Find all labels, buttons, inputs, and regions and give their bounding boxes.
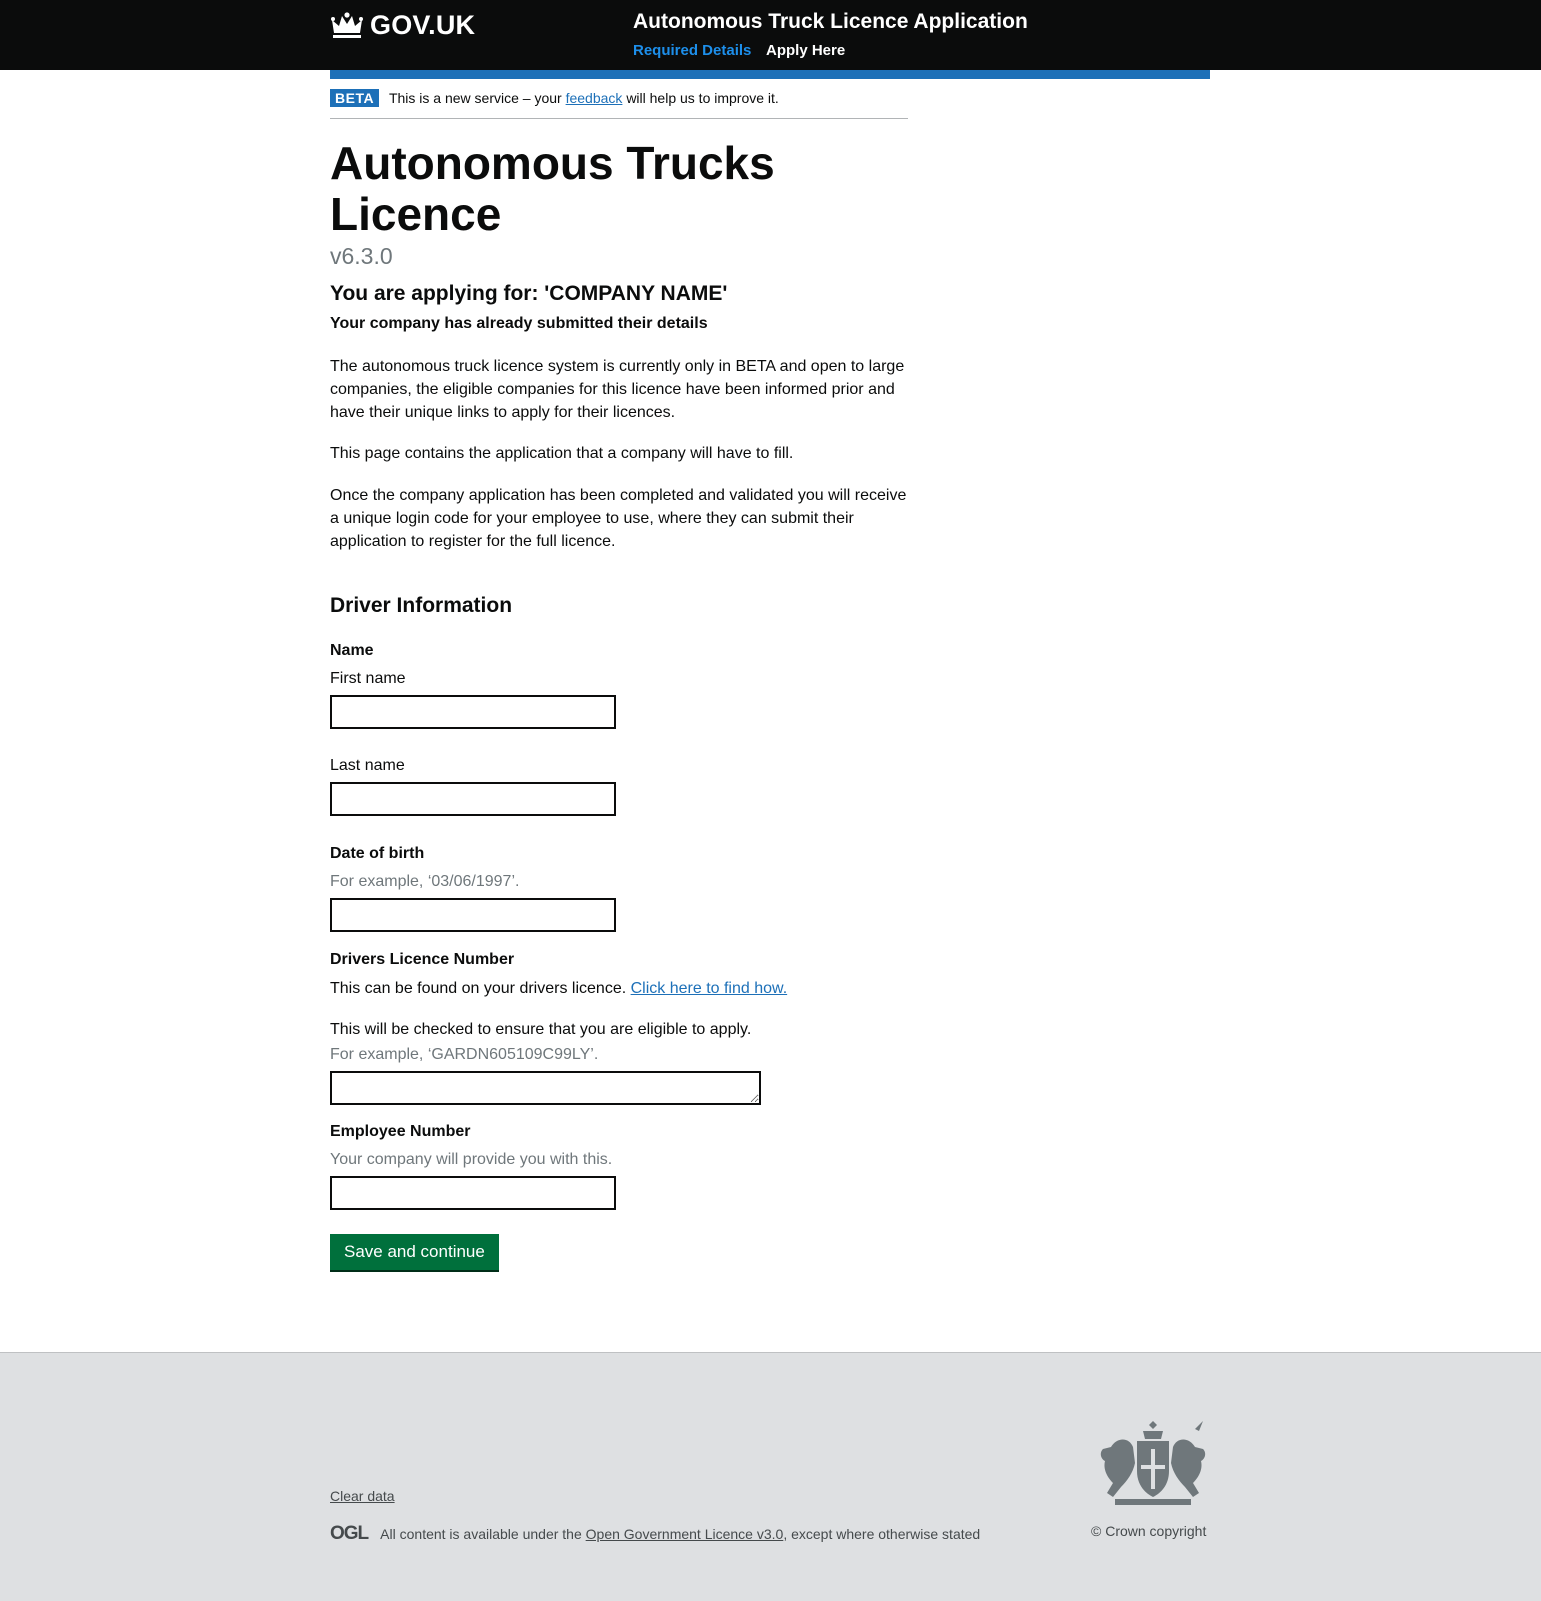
find-licence-link[interactable]: Click here to find how.: [630, 980, 788, 997]
first-name-input[interactable]: [330, 695, 616, 729]
phase-banner: [330, 89, 908, 119]
govuk-logo-text: GOV.UK: [370, 9, 476, 40]
first-name-label: First name: [330, 670, 406, 687]
employee-number-input[interactable]: [330, 1176, 616, 1210]
site-header: [0, 0, 1541, 70]
ogl-logo: OGL: [330, 1523, 369, 1544]
crown-copyright: © Crown copyright: [1091, 1523, 1207, 1539]
header-accent-bar: [330, 70, 1210, 79]
phase-banner-text-before: This is a new service – your: [388, 90, 562, 107]
phase-banner-text: [389, 90, 779, 106]
date-of-birth-heading: Date of birth: [330, 845, 425, 862]
submitted-note: Your company has already submitted their details: [330, 315, 708, 332]
licence-check-note: This will be checked to ensure that you are eligible to apply.: [330, 1021, 752, 1038]
version-caption: v6.3.0: [330, 243, 393, 270]
info-paragraph: This page contains the application that a company will have to fill.: [330, 445, 794, 462]
page-heading-group: [330, 138, 930, 270]
nav-apply-here[interactable]: Apply Here: [766, 42, 846, 59]
last-name-label: Last name: [330, 757, 405, 774]
licence-number-heading: Drivers Licence Number: [330, 951, 515, 968]
royal-coat-of-arms-icon: [1095, 1419, 1211, 1515]
save-and-continue-button[interactable]: Save and continue: [330, 1234, 499, 1270]
name-heading: Name: [330, 642, 374, 659]
intro-paragraph: The autonomous truck licence system is currently only in BETA and open to large companies, the eligible companies for this licence have been informed prior and have their unique links to apply for their licences.: [330, 358, 905, 421]
employee-number-heading: Employee Number: [330, 1123, 471, 1140]
service-name[interactable]: Autonomous Truck Licence Application: [633, 10, 1028, 33]
licence-number-hint: For example, ‘GARDN605109C99LY’.: [330, 1046, 599, 1063]
licence-number-description: [330, 980, 787, 998]
feedback-link[interactable]: feedback: [565, 90, 623, 107]
page-title: Autonomous Trucks Licence: [330, 137, 775, 240]
employee-number-hint: Your company will provide you with this.: [330, 1151, 613, 1168]
applying-heading: You are applying for: 'COMPANY NAME': [330, 282, 728, 305]
process-paragraph: Once the company application has been completed and validated you will receive a unique login code for your employee to use, where they can submit their application to register for the full licence.: [330, 487, 907, 550]
date-of-birth-hint: For example, ‘03/06/1997’.: [330, 873, 520, 890]
govuk-logo-link[interactable]: [330, 8, 475, 42]
licence-statement: [330, 1523, 980, 1545]
phase-banner-text-after: will help us to improve it.: [626, 90, 779, 107]
last-name-input[interactable]: [330, 782, 616, 816]
licence-text-after: , except where otherwise stated: [783, 1526, 981, 1542]
site-footer: [0, 1352, 1541, 1601]
clear-data-link[interactable]: Clear data: [330, 1488, 395, 1504]
licence-text-before: All content is available under the: [380, 1526, 582, 1542]
date-of-birth-input[interactable]: [330, 898, 616, 932]
licence-number-text: This can be found on your drivers licence.: [330, 980, 627, 997]
open-government-licence-link[interactable]: Open Government Licence v3.0: [585, 1526, 784, 1542]
crown-icon: [330, 11, 364, 39]
header-navigation: [633, 42, 856, 59]
beta-tag: BETA: [330, 89, 379, 107]
nav-required-details[interactable]: Required Details: [633, 42, 752, 59]
licence-number-textarea[interactable]: [330, 1071, 761, 1105]
driver-information-heading: Driver Information: [330, 594, 513, 617]
